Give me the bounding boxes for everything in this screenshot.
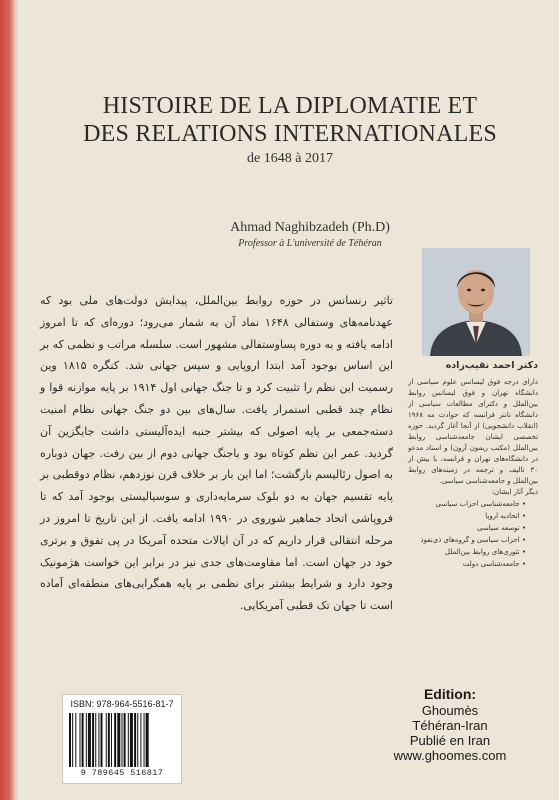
title-line-1: HISTOIRE DE LA DIPLOMATIE ET: [102, 93, 478, 119]
works-list-item: • تئوری‌های روابط بین‌الملل: [408, 546, 526, 558]
publisher-website: www.ghoomes.com: [393, 748, 507, 763]
author-portrait-image: [422, 248, 530, 356]
author-photo: [422, 248, 530, 356]
works-list-item: • جامعه‌شناسی دولت: [408, 558, 526, 570]
book-summary: تاثیر رنسانس در حوزه روابط بین‌الملل، پیدایش دولت‌های ملی بود که عهدنامه‌های وستفالی ۱۶۴۸ نماد آن به شمار می‌رود؛ دوره‌ای که تا امروز ادامه یافته و به دوره پساوستفالی مشهور است. سلسله مراتب و نظمی که بر این اساس بوجود آمد ابتدا اروپایی و سپس جهانی شد. کنگره ۱۸۱۵ وین رسمیت این نظم را تثبیت کرد و تا جنگ جهانی اول ۱۹۱۴ بر پایه موازنه قوا و نظام چند قطبی استمرار یافت. سال‌های بین دو جنگ جهانی نظام امنیت دسته‌جمعی بر پایه اصولی که بیشتر جنبه ایده‌آلیستی داشت جایگزین آن گردید. عمر این نظم کوتاه بود و باجنگ جهانی دوم از بین رفت. جهان دوباره به اصول رئالیسم بازگشت؛ اما این بار بر خلاف قرن نوزدهم، نظام دوقطبی بر پایه تقسیم جهان به دو بلوک سرمایه‌داری و سوسیالیستی بوجود آمد که تا فروپاشی اتحاد جماهیر شوروی در ۱۹۹۰ ادامه یافت. از این تاریخ تا امروز در مرحله انتقالی قرار داریم که در آن ایالات متحده آمریکا در پی تفوق و برتری خود در جهان است. اما مقاومت‌های جدی نیز در برابر این خواست هژمونیک وجود دارد و شرایط بیشتر برای نظمی بر پایه همگرایی‌های منطقه‌ای آماده است تا جهان تک قطبی آمریکایی.: [40, 294, 394, 613]
barcode-bar: [88, 713, 91, 767]
barcode-bar: [75, 713, 76, 767]
book-spine-strip: [0, 0, 16, 800]
spine-edge: [16, 0, 18, 800]
barcode-bar: [69, 713, 71, 767]
barcode-bar: [122, 713, 123, 767]
works-heading: دیگر آثار ایشان:: [491, 488, 538, 496]
barcode-bar: [140, 713, 141, 767]
works-list-item: • جامعه‌شناسی احزاب سیاسی: [408, 498, 526, 510]
bio-author-name: دکتر احمد نقیب‌زاده: [445, 360, 538, 371]
barcode-bar: [106, 713, 107, 767]
barcode-digits: 9 789645 516817: [80, 768, 164, 778]
works-list-item: • احزاب سیاسی و گروه‌های ذی‌نفوذ: [408, 534, 526, 546]
author-name: Ahmad Naghibzadeh (Ph.D): [230, 220, 390, 235]
barcode-block: [62, 694, 182, 784]
isbn-label: ISBN: 978-964-5516-81-7: [70, 699, 174, 709]
publisher-note: Publié en Iran: [409, 733, 491, 748]
barcode-bar: [86, 713, 87, 767]
barcode-bar: [92, 713, 94, 767]
barcode-bar: [80, 713, 81, 767]
barcode-bar: [98, 713, 99, 767]
barcode-bar: [114, 713, 116, 767]
barcode-bar: [128, 713, 129, 767]
barcode-bar: [144, 713, 145, 767]
works-list-item: • توسعه سیاسی: [408, 522, 526, 534]
barcode-bar: [137, 713, 138, 767]
barcode-bar: [108, 713, 110, 767]
author-bio: [408, 360, 538, 570]
barcode-bar: [134, 713, 136, 767]
barcode-bar: [124, 713, 126, 767]
barcode-bar: [111, 713, 112, 767]
publisher-block: [350, 686, 550, 763]
publisher-name: Ghoumès: [421, 703, 479, 718]
works-list-item: • اتحادیه اروپا: [408, 510, 526, 522]
title-line-2: DES RELATIONS INTERNATIONALES: [83, 121, 497, 147]
barcode-bar: [117, 713, 120, 767]
barcode-bar: [130, 713, 133, 767]
author-role: Professor à L'université de Téhéran: [238, 238, 382, 249]
publisher-city: Téhéran-Iran: [412, 718, 488, 733]
bio-text: دارای درجه فوق لیسانس علوم سیاسی از دانشگاه تهران و فوق لیسانس روابط بین‌الملل و دکترای مطالعات سیاسی از دانشگاه نانتر فرانسه که حوادث مه ۱۹۶۸ (انقلاب دانشجویی) از آنجا آغاز گردید. حوزه تخصصی ایشان جامعه‌شناسی روابط بین‌الملل (مکتب ریمون آرون) و استاد مدعو در دانشگاه‌های تهران و فرانسه، با بیش از ۳۰ تالیف و ترجمه در زمینه‌های روابط بین‌الملل و جامعه‌شناسی سیاسی.: [408, 378, 538, 485]
publisher-label: Edition:: [423, 686, 477, 702]
barcode-bar: [72, 713, 73, 767]
barcode-bar: [82, 713, 84, 767]
works-list: [408, 498, 538, 570]
barcode-bar: [95, 713, 96, 767]
book-subtitle: de 1648 à 2017: [247, 151, 333, 166]
barcode-image: [69, 713, 175, 767]
barcode-bar: [146, 713, 149, 767]
book-title: [30, 92, 550, 148]
barcode-bar: [101, 713, 103, 767]
